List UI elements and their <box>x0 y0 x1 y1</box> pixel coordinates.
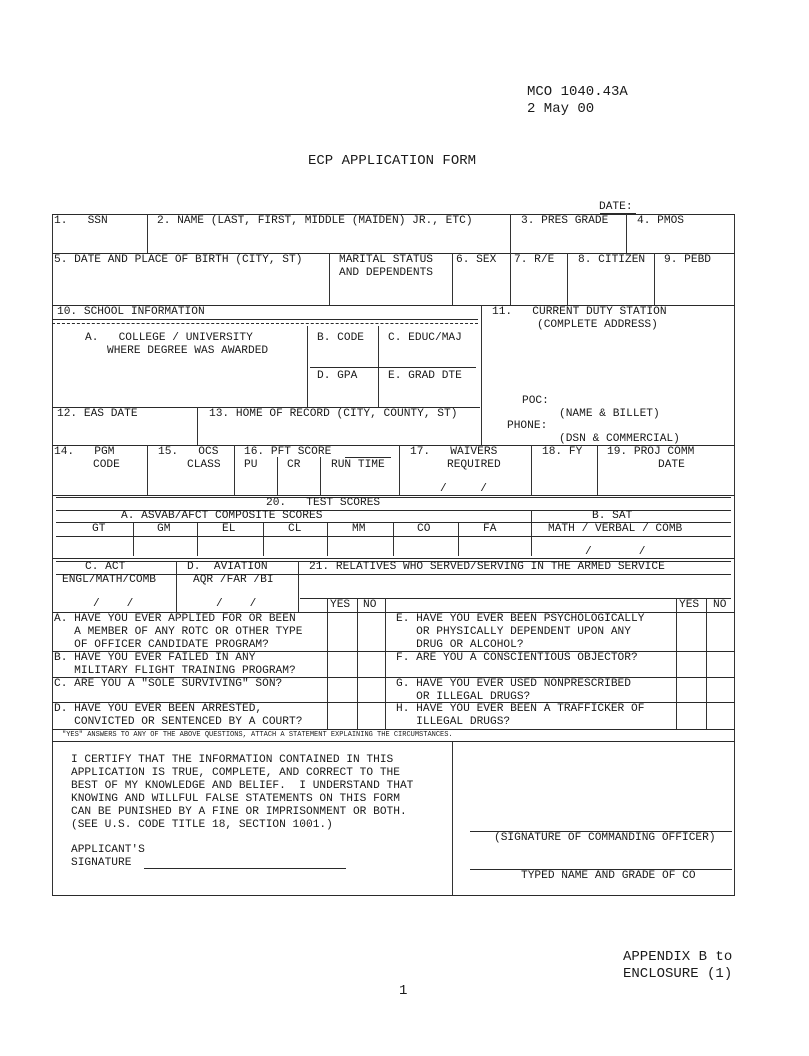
act-title: C. ACT <box>85 561 126 573</box>
birth-label: 5. DATE AND PLACE OF BIRTH (CITY, ST) <box>54 254 303 266</box>
question-e-line-1: E. HAVE YOU EVER BEEN PSYCHOLOGICALLY <box>396 613 645 625</box>
divider <box>452 742 453 896</box>
divider <box>510 214 511 253</box>
asvab-col-el: EL <box>222 523 236 535</box>
divider <box>481 305 482 445</box>
certification-line-6: (SEE U.S. CODE TITLE 18, SECTION 1001.) <box>71 819 333 831</box>
divider <box>393 523 394 556</box>
act-columns: ENGL/MATH/COMB <box>62 574 156 586</box>
divider <box>234 445 235 495</box>
appendix-label-2: ENCLOSURE (1) <box>623 966 733 982</box>
duty-station-subtitle: (COMPLETE ADDRESS) <box>537 319 658 331</box>
waivers-slashes: / / <box>440 483 487 495</box>
proj-comm-label-2: DATE <box>658 459 685 471</box>
divider <box>133 523 134 556</box>
dashed-divider <box>52 323 478 324</box>
applicant-signature-label-1: APPLICANT'S <box>71 844 145 856</box>
college-label-1: A. COLLEGE / UNIVERSITY <box>85 332 253 344</box>
aviation-title: D. AVIATION <box>187 561 268 573</box>
name-label: 2. NAME (LAST, FIRST, MIDDLE (MAIDEN) JR., ETC) <box>157 215 473 227</box>
certification-line-3: BEST OF MY KNOWLEDGE AND BELIEF. I UNDERSTAND THAT <box>71 780 414 792</box>
pu-label: PU <box>244 459 258 471</box>
question-b-line-1: B. HAVE YOU EVER FAILED IN ANY <box>54 652 256 664</box>
sat-slashes: / / <box>585 546 646 558</box>
question-b-yes-box[interactable] <box>328 652 356 677</box>
yes-answers-footnote: "YES" ANSWERS TO ANY OF THE ABOVE QUESTIONS, ATTACH A STATEMENT EXPLAINING THE CIRCUMSTANCES. <box>62 731 453 739</box>
question-a-line-3: OF OFFICER CANDIDATE PROGRAM? <box>54 639 269 651</box>
divider <box>176 561 177 613</box>
right-yes-header: YES <box>679 599 700 611</box>
marital-label-2: AND DEPENDENTS <box>339 267 433 279</box>
cr-label: CR <box>287 459 301 471</box>
divider <box>399 445 400 495</box>
certification-line-5: CAN BE PUNISHED BY A FINE OR IMPRISONMENT OR BOTH. <box>71 806 407 818</box>
divider <box>310 367 476 368</box>
pmos-label: 4. PMOS <box>637 215 684 227</box>
question-f-yes-box[interactable] <box>677 652 705 677</box>
pebd-label: 9. PEBD <box>664 254 711 266</box>
divider <box>147 214 148 253</box>
date-label: DATE: <box>599 201 633 213</box>
asvab-col-mm: MM <box>352 523 366 535</box>
divider <box>510 253 511 305</box>
certification-line-1: I CERTIFY THAT THE INFORMATION CONTAINED IN THIS <box>71 754 394 766</box>
question-a-line-2: A MEMBER OF ANY ROTC OR OTHER TYPE <box>54 626 303 638</box>
divider <box>56 536 731 537</box>
school-title: 10. SCHOOL INFORMATION <box>57 306 205 318</box>
divider <box>567 253 568 305</box>
divider <box>277 457 278 495</box>
divider <box>531 445 532 495</box>
divider <box>52 495 735 496</box>
divider <box>385 598 386 730</box>
question-g-line-1: G. HAVE YOU EVER USED NONPRESCRIBED <box>396 678 631 690</box>
divider <box>626 214 627 253</box>
asvab-title: A. ASVAB/AFCT COMPOSITE SCORES <box>121 510 323 522</box>
question-d-line-2: CONVICTED OR SENTENCED BY A COURT? <box>54 716 303 728</box>
question-b-no-box[interactable] <box>358 652 384 677</box>
test-scores-title: 20. TEST SCORES <box>266 497 381 509</box>
divider <box>52 558 735 559</box>
educ-maj-label: C. EDUC/MAJ <box>388 332 462 344</box>
form-title: ECP APPLICATION FORM <box>308 153 477 169</box>
right-no-header: NO <box>713 599 727 611</box>
question-e-line-3: DRUG OR ALCOHOL? <box>396 639 524 651</box>
divider <box>531 510 532 556</box>
marital-label-1: MARITAL STATUS <box>339 254 433 266</box>
question-a-yes-box[interactable] <box>328 613 356 651</box>
question-d-no-box[interactable] <box>358 703 384 729</box>
certification-line-2: APPLICATION IS TRUE, COMPLETE, AND CORRECT TO THE <box>71 767 400 779</box>
applicant-signature-field[interactable] <box>144 868 346 869</box>
divider <box>56 497 731 498</box>
pft-label: 16. PFT SCORE <box>244 446 332 458</box>
page-number: 1 <box>399 983 408 999</box>
question-c-yes-box[interactable] <box>328 678 356 702</box>
phone-hint: (DSN & COMMERCIAL) <box>559 433 680 445</box>
relatives-title: 21. RELATIVES WHO SERVED/SERVING IN THE ARMED SERVICE <box>309 561 665 573</box>
order-date: 2 May 00 <box>527 101 595 117</box>
waivers-label-2: REQUIRED <box>447 459 501 471</box>
divider <box>56 574 731 575</box>
sex-label: 6. SEX <box>456 254 497 266</box>
question-g-no-box[interactable] <box>707 678 733 702</box>
sat-columns: MATH / VERBAL / COMB <box>548 523 683 535</box>
question-e-no-box[interactable] <box>707 613 733 651</box>
divider <box>52 741 735 742</box>
ocs-label-2: CLASS <box>187 459 221 471</box>
divider <box>458 523 459 556</box>
question-c-line-1: C. ARE YOU A "SOLE SURVIVING" SON? <box>54 678 283 690</box>
divider <box>307 326 308 407</box>
divider <box>329 253 330 305</box>
college-label-2: WHERE DEGREE WAS AWARDED <box>107 345 269 357</box>
divider <box>52 729 735 730</box>
question-g-yes-box[interactable] <box>677 678 705 702</box>
poc-label: POC: <box>522 395 549 407</box>
proj-comm-label-1: 19. PROJ COMM <box>607 446 695 458</box>
order-number: MCO 1040.43A <box>527 84 628 100</box>
home-of-record-label: 13. HOME OF RECORD (CITY, COUNTY, ST) <box>209 408 458 420</box>
ssn-label: 1. SSN <box>54 215 108 227</box>
form-right-border <box>734 214 735 896</box>
phone-label: PHONE: <box>507 420 548 432</box>
question-f-line-1: F. ARE YOU A CONSCIENTIOUS OBJECTOR? <box>396 652 638 664</box>
sat-title: B. SAT <box>592 510 633 522</box>
divider <box>197 523 198 556</box>
pgm-label-1: 14. PGM <box>54 446 115 458</box>
asvab-col-gt: GT <box>92 523 106 535</box>
co-typed-name-label: TYPED NAME AND GRADE OF CO <box>521 870 696 882</box>
applicant-signature-label-2: SIGNATURE <box>71 857 132 869</box>
aviation-columns: AQR /FAR /BI <box>193 574 274 586</box>
question-f-no-box[interactable] <box>707 652 733 677</box>
ocs-label-1: 15. OCS <box>158 446 219 458</box>
asvab-col-cl: CL <box>288 523 302 535</box>
pft-score-field[interactable] <box>345 457 391 458</box>
duty-station-title: 11. CURRENT DUTY STATION <box>492 306 667 318</box>
question-g-line-2: OR ILLEGAL DRUGS? <box>396 691 531 703</box>
question-h-line-2: ILLEGAL DRUGS? <box>396 716 511 728</box>
left-no-header: NO <box>363 599 377 611</box>
question-e-line-2: OR PHYSICALLY DEPENDENT UPON ANY <box>396 626 631 638</box>
certification-line-4: KNOWING AND WILLFUL FALSE STATEMENTS ON THIS FORM <box>71 793 400 805</box>
divider <box>147 445 148 495</box>
waivers-label-1: 17. WAIVERS <box>410 446 498 458</box>
left-yes-header: YES <box>330 599 351 611</box>
divider <box>654 253 655 305</box>
divider <box>197 407 198 445</box>
appendix-label-1: APPENDIX B to <box>623 949 733 965</box>
question-a-no-box[interactable] <box>358 613 384 651</box>
aviation-slashes: / / <box>216 598 257 610</box>
eas-date-label: 12. EAS DATE <box>57 408 138 420</box>
pgm-label-2: CODE <box>93 459 120 471</box>
form-left-border <box>52 214 53 896</box>
co-signature-label: (SIGNATURE OF COMMANDING OFFICER) <box>494 832 716 844</box>
fy-label: 18. FY <box>542 446 583 458</box>
divider <box>263 523 264 556</box>
divider <box>327 523 328 556</box>
question-d-line-1: D. HAVE YOU EVER BEEN ARRESTED, <box>54 703 263 715</box>
divider <box>452 253 453 305</box>
question-h-no-box[interactable] <box>707 703 733 729</box>
question-a-line-1: A. HAVE YOU EVER APPLIED FOR OR BEEN <box>54 613 296 625</box>
asvab-col-fa: FA <box>483 523 497 535</box>
question-c-no-box[interactable] <box>358 678 384 702</box>
act-slashes: / / <box>93 598 134 610</box>
asvab-col-gm: GM <box>157 523 171 535</box>
form-bottom-border <box>52 895 735 896</box>
question-h-line-1: H. HAVE YOU EVER BEEN A TRAFFICKER OF <box>396 703 645 715</box>
code-label: B. CODE <box>317 332 364 344</box>
citizen-label: 8. CITIZEN <box>578 254 646 266</box>
question-e-yes-box[interactable] <box>677 613 705 651</box>
asvab-col-co: CO <box>417 523 431 535</box>
grad-dte-label: E. GRAD DTE <box>388 370 462 382</box>
divider <box>597 445 598 495</box>
run-time-label: RUN TIME <box>331 459 385 471</box>
divider <box>298 561 299 613</box>
pres-grade-label: 3. PRES GRADE <box>521 215 609 227</box>
gpa-label: D. GPA <box>317 370 358 382</box>
re-label: 7. R/E <box>514 254 555 266</box>
question-b-line-2: MILITARY FLIGHT TRAINING PROGRAM? <box>54 665 296 677</box>
question-d-yes-box[interactable] <box>328 703 356 729</box>
divider <box>52 319 478 320</box>
question-h-yes-box[interactable] <box>677 703 705 729</box>
divider <box>320 457 321 495</box>
poc-hint: (NAME & BILLET) <box>559 408 660 420</box>
